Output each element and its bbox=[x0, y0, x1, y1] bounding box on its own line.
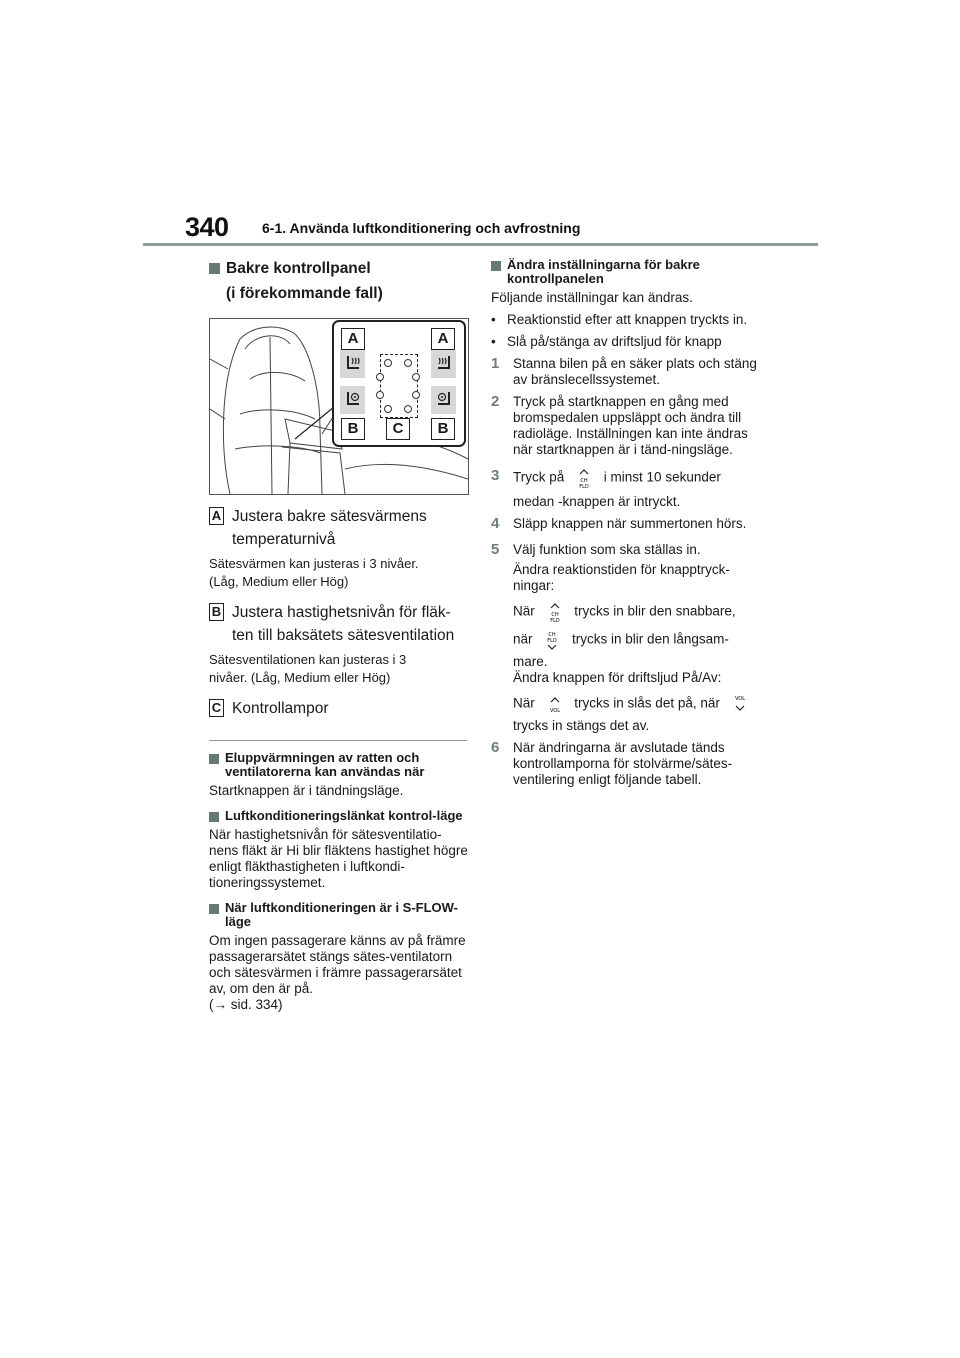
section-title: 6-1. Använda luftkonditionering och avfrostning bbox=[262, 220, 581, 236]
indicator-lamp bbox=[412, 391, 420, 399]
item-badge: C bbox=[209, 699, 224, 717]
indicator-lamp bbox=[412, 373, 420, 381]
square-bullet-icon bbox=[209, 904, 219, 914]
label-a-left: A bbox=[341, 328, 365, 350]
label-a-right: A bbox=[431, 328, 455, 350]
control-panel-callout bbox=[332, 320, 466, 447]
note-body: Om ingen passagerare känns av på främre passagerarsätet stängs sätes-ventilatorn och sätesvärmen i främre passagerarsätet av, om den är på. bbox=[209, 933, 466, 996]
item-b-body: Sätesventilationen kan justeras i 3 nivåer. (Låg, Medium eller Hög) bbox=[209, 652, 407, 685]
note-title: Luftkonditioneringslänkat kontrol-läge bbox=[209, 809, 469, 823]
square-bullet-icon bbox=[209, 754, 219, 764]
panel-title: Bakre kontrollpanel (i förekommande fall) bbox=[209, 256, 469, 306]
indicator-lamps-group bbox=[380, 354, 418, 418]
note-title: Eluppvärmningen av ratten och ventilatorerna kan användas när bbox=[209, 751, 469, 779]
step-1: 1 Stanna bilen på en säker plats och stäng av bränslecellssystemet. bbox=[491, 355, 757, 387]
seat-heater-icon bbox=[343, 353, 363, 375]
settings-title: Ändra inställningarna för bakre kontrollpanelen bbox=[491, 258, 766, 286]
indicator-lamp bbox=[404, 359, 412, 367]
label-b-right: B bbox=[431, 418, 455, 440]
ch-fld-up-button-icon bbox=[576, 468, 592, 488]
item-a-body: Sätesvärmen kan justeras i 3 nivåer. (Låg, Medium eller Hög) bbox=[209, 556, 419, 589]
svg-text:CH: CH bbox=[580, 478, 588, 484]
list-item: • Slå på/stänga av driftsljud för knapp bbox=[491, 334, 722, 349]
seat-ventilation-icon bbox=[434, 389, 454, 411]
indicator-lamp bbox=[384, 405, 392, 413]
svg-text:FLD: FLD bbox=[549, 618, 560, 624]
step-2: 2 Tryck på startknappen en gång med bromspedalen uppsläppt och ändra till radioläge. Inställningen kan inte ändras när startknappen är i tänd-ningsläge. bbox=[491, 393, 748, 457]
seat-heater-icon bbox=[434, 353, 454, 375]
item-c-heading: C Kontrollampor bbox=[209, 697, 469, 720]
square-bullet-icon bbox=[209, 812, 219, 822]
item-badge: B bbox=[209, 603, 224, 621]
note-title: När luftkonditioneringen är i S-FLOW-läge bbox=[209, 901, 469, 929]
step-4: 4 Släpp knappen när summertonen hörs. bbox=[491, 515, 747, 532]
item-b-heading: B Justera hastighetsnivån för fläk- ten till baksätets sätesventilation bbox=[209, 601, 469, 647]
list-item: • Reaktionstid efter att knappen tryckts in. bbox=[491, 312, 748, 327]
header-divider bbox=[143, 243, 818, 246]
square-bullet-icon bbox=[491, 261, 501, 271]
svg-text:CH: CH bbox=[548, 632, 556, 638]
svg-text:FLD: FLD bbox=[547, 638, 558, 644]
note-body: Startknappen är i tändningsläge. bbox=[209, 783, 404, 798]
svg-text:CH: CH bbox=[550, 612, 559, 618]
ch-fld-up-button-icon bbox=[547, 602, 563, 622]
square-bullet-icon bbox=[209, 263, 220, 274]
right-column bbox=[491, 256, 766, 788]
step-6: 6 När ändringarna är avslutade tänds kontrollamporna för stolvärme/sätes-ventilering enligt följande tabell. bbox=[491, 739, 733, 787]
page-number: 340 bbox=[185, 212, 229, 242]
indicator-lamp bbox=[404, 405, 412, 413]
svg-text:VOL: VOL bbox=[549, 708, 560, 714]
item-badge: A bbox=[209, 507, 224, 525]
vol-up-button-icon bbox=[547, 694, 563, 714]
item-a-heading: A Justera bakre sätesvärmens temperaturnivå bbox=[209, 505, 469, 551]
indicator-lamp bbox=[376, 373, 384, 381]
note-body: När hastighetsnivån för sätesventilatio-nens fläkt är Hi blir fläktens hastighet högre enligt fläkthastigheten i luftkondi-tioneringssystemet. bbox=[209, 827, 468, 890]
svg-text:VOL: VOL bbox=[734, 696, 745, 702]
settings-intro: Följande inställningar kan ändras. bbox=[491, 290, 693, 305]
step-3: 3 Tryck på CH FLD i minst 10 sekunder medan -knappen är intryckt. bbox=[491, 467, 721, 509]
svg-text:FLD: FLD bbox=[579, 484, 589, 490]
indicator-lamp bbox=[376, 391, 384, 399]
label-c: C bbox=[386, 418, 410, 440]
page-reference[interactable]: (→ sid. 334) bbox=[209, 997, 283, 1012]
seat-ventilation-icon bbox=[343, 389, 363, 411]
label-b-left: B bbox=[341, 418, 365, 440]
vol-down-button-icon bbox=[732, 694, 748, 714]
ch-fld-down-button-icon bbox=[544, 630, 560, 650]
indicator-lamp bbox=[384, 359, 392, 367]
left-column bbox=[209, 256, 469, 1013]
section-divider bbox=[209, 740, 467, 741]
step-5: 5 Välj funktion som ska ställas in. Ändra reaktionstiden för knapptryck-ningar: När CH FLD trycks in blir den snabbare, när CH FLD trycks in blir den långsam- mare. Ändra knappen för driftsljud På/Av: När VOL trycks in slås det på, när VOL trycks in stängs det av. bbox=[491, 542, 766, 734]
rear-seat-figure bbox=[209, 318, 469, 495]
